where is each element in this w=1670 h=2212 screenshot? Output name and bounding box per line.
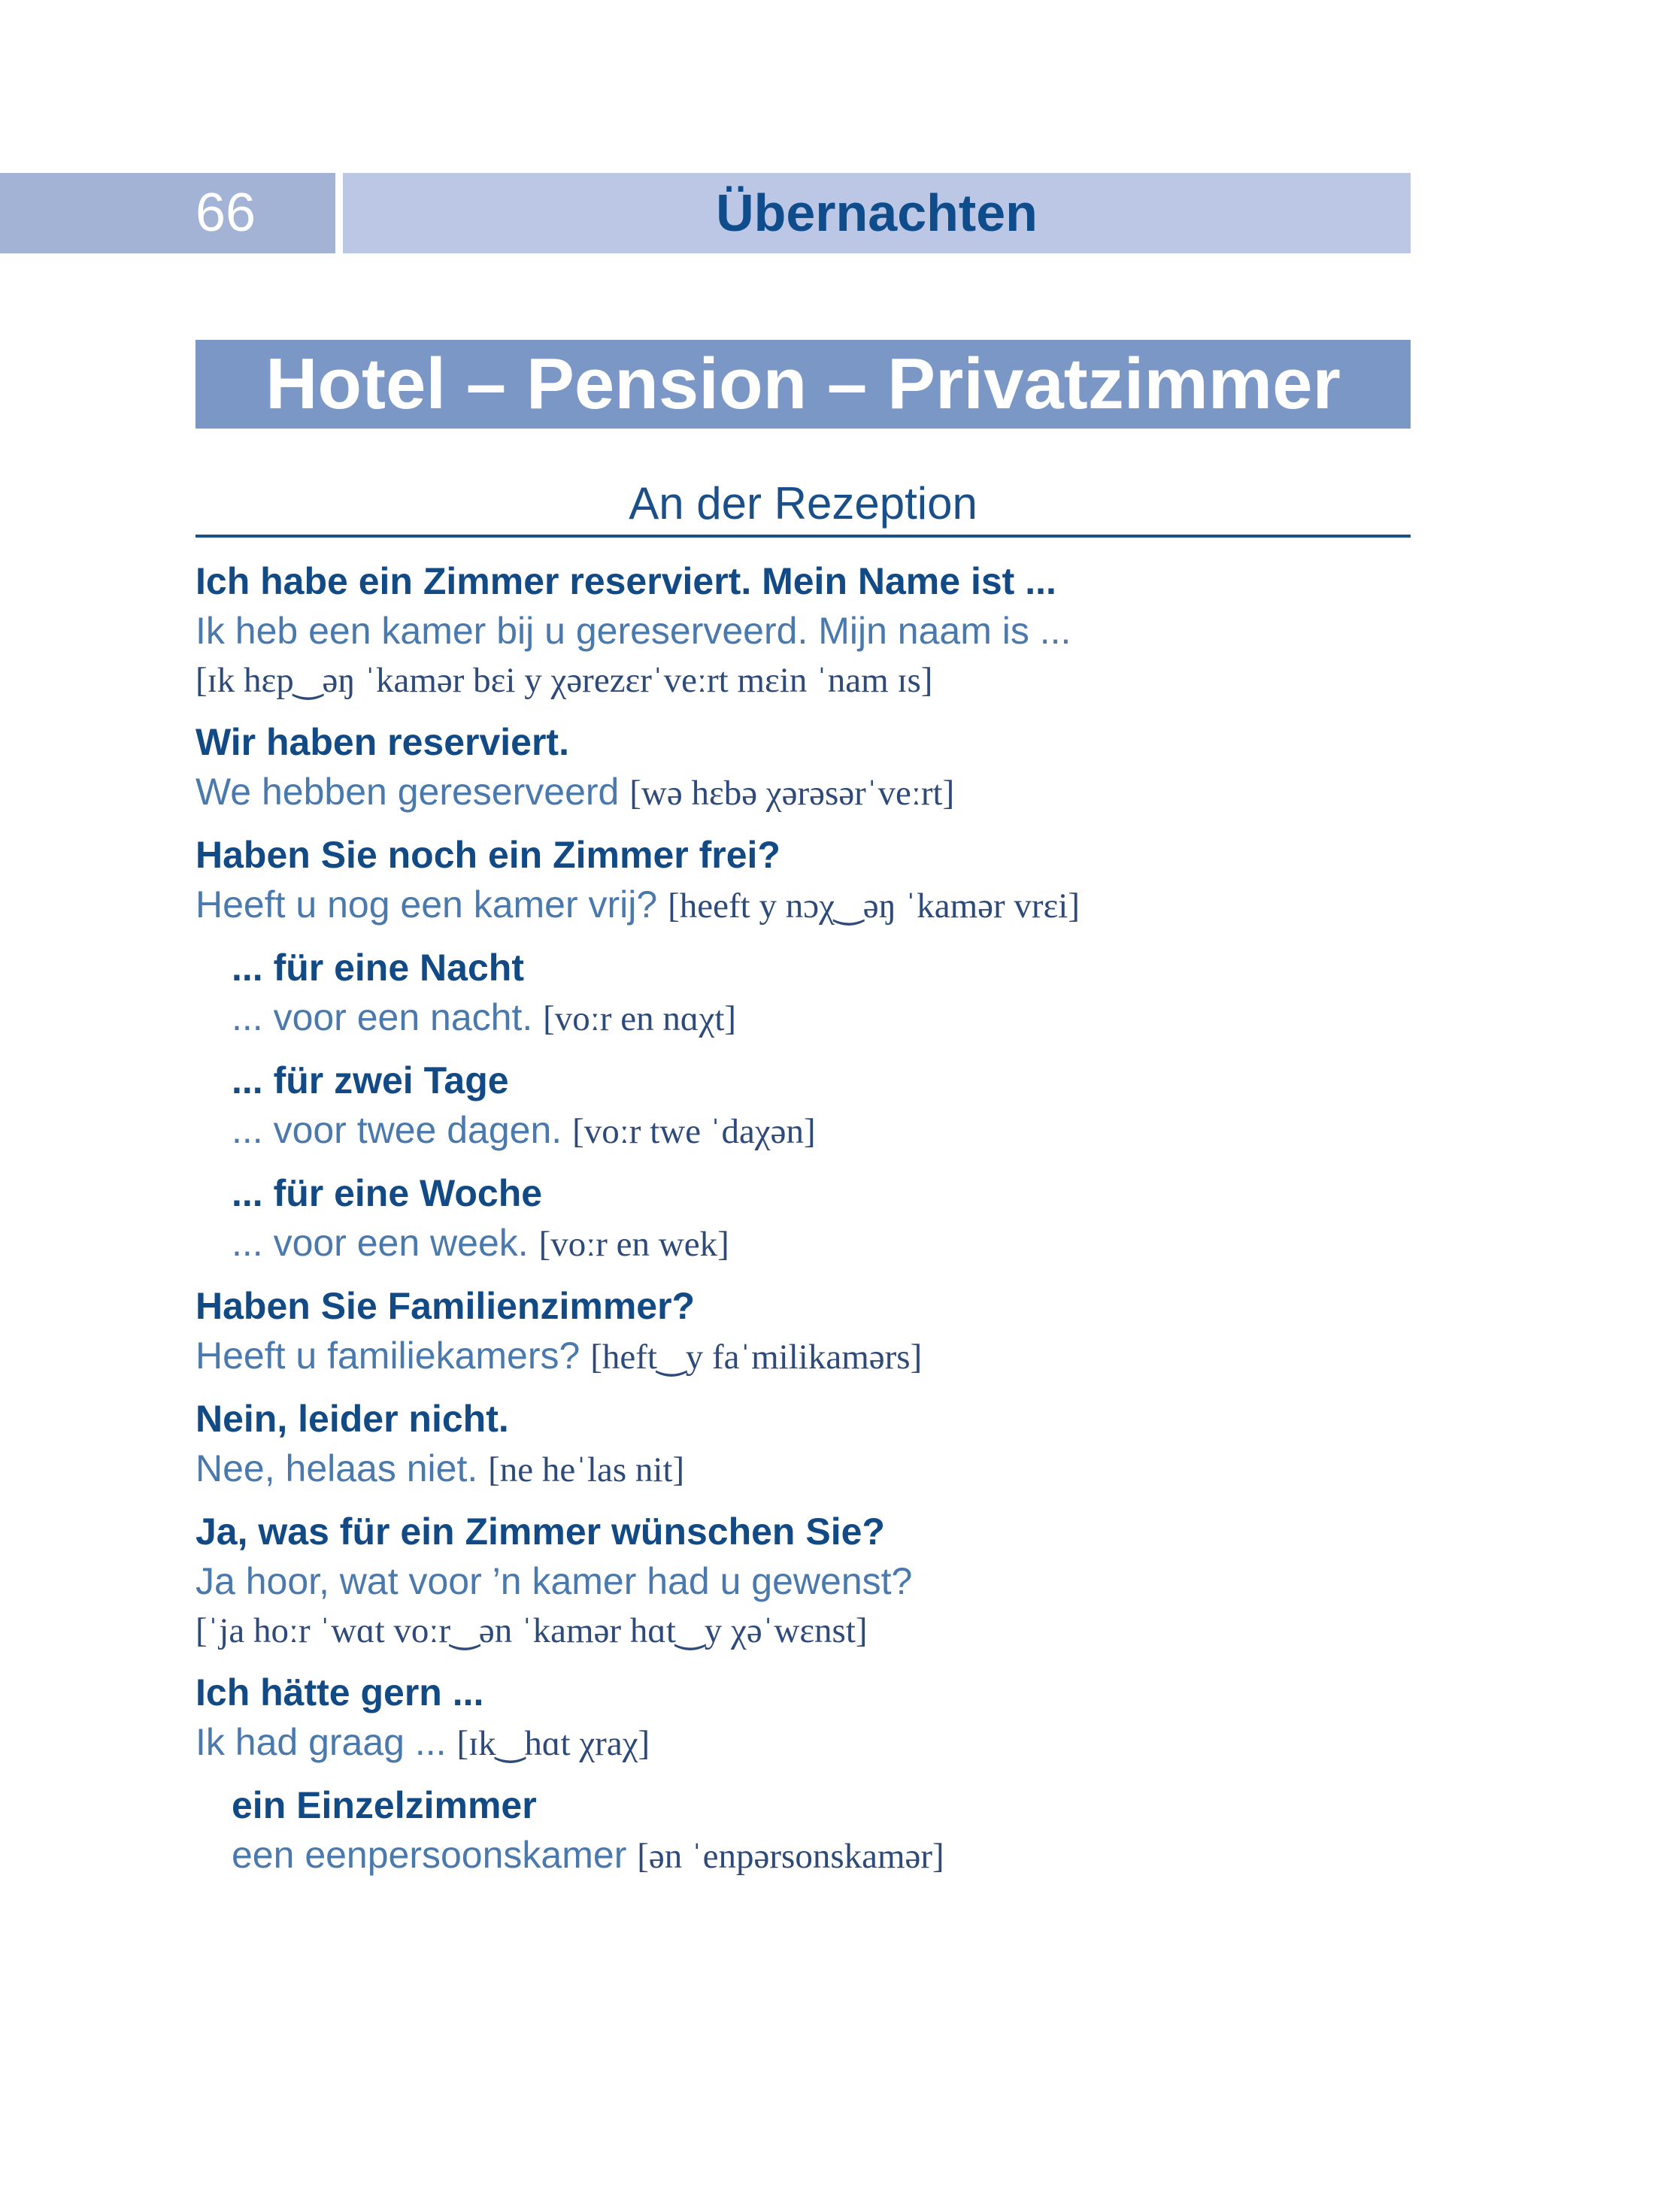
page-number-box bbox=[0, 173, 335, 253]
german-phrase: Haben Sie Familienzimmer? bbox=[195, 1285, 696, 1327]
dutch-phrase: Heeft u familiekamers? bbox=[195, 1335, 580, 1377]
dutch-phrase-line bbox=[195, 767, 1411, 818]
dutch-phrase-line bbox=[232, 1218, 1411, 1269]
german-phrase: ... für eine Woche bbox=[232, 1172, 543, 1214]
dutch-phrase-line bbox=[195, 1717, 1411, 1768]
german-phrase: Ich habe ein Zimmer reserviert. Mein Name ist ... bbox=[195, 560, 1056, 602]
pronunciation: [voːr en wek] bbox=[538, 1225, 729, 1264]
phrase-entry bbox=[195, 556, 1411, 705]
phrase-list bbox=[195, 556, 1411, 1893]
phrase-entry bbox=[195, 1281, 1411, 1382]
pronunciation: [heeft y nɔχ‿əŋ ˈkamər vrɛi] bbox=[668, 886, 1080, 926]
dutch-phrase-line bbox=[195, 1331, 1411, 1382]
pronunciation: [wə hɛbə χərəsərˈveːrt] bbox=[629, 774, 955, 813]
phrase-entry bbox=[195, 1668, 1411, 1768]
dutch-phrase: Nee, helaas niet. bbox=[195, 1447, 478, 1489]
chapter-title: Übernachten bbox=[343, 173, 1411, 253]
phrase-entry bbox=[195, 1780, 1411, 1881]
phrase-entry bbox=[195, 1056, 1411, 1156]
german-phrase: Wir haben reserviert. bbox=[195, 721, 569, 763]
german-phrase: ein Einzelzimmer bbox=[232, 1784, 537, 1826]
page-number: 66 bbox=[195, 183, 256, 243]
phrase-entry bbox=[195, 1394, 1411, 1495]
subsection-divider bbox=[195, 535, 1411, 538]
german-phrase: Ich hätte gern ... bbox=[195, 1671, 484, 1714]
pronunciation: [voːr twe ˈdaχən] bbox=[572, 1112, 816, 1151]
phrase-entry bbox=[195, 717, 1411, 818]
pronunciation: [ɪk hɛp‿əŋ ˈkamər bɛi y χərezɛrˈveːrt mɛin ˈnam ɪs] bbox=[195, 661, 933, 700]
dutch-phrase: ... voor een week. bbox=[232, 1222, 529, 1264]
phrase-entry bbox=[195, 1168, 1411, 1269]
pronunciation: [ən ˈenpərsonskamər] bbox=[637, 1837, 944, 1876]
pronunciation: [ɪk‿hɑt χraχ] bbox=[456, 1724, 650, 1763]
dutch-phrase: We hebben gereserveerd bbox=[195, 771, 620, 813]
dutch-phrase-line bbox=[232, 1105, 1411, 1156]
section-banner: Hotel – Pension – Privatzimmer bbox=[195, 340, 1411, 429]
dutch-phrase: Ja hoor, wat voor ’n kamer had u gewenst? bbox=[195, 1560, 913, 1602]
german-phrase: Haben Sie noch ein Zimmer frei? bbox=[195, 834, 780, 876]
dutch-phrase: een eenpersoonskamer bbox=[232, 1834, 627, 1876]
dutch-phrase-line bbox=[195, 1444, 1411, 1495]
dutch-phrase: Heeft u nog een kamer vrij? bbox=[195, 883, 658, 926]
pronunciation: [heft‿y faˈmilikamərs] bbox=[590, 1338, 923, 1377]
dutch-phrase: ... voor een nacht. bbox=[232, 996, 533, 1038]
pronunciation: [ˈja hoːr ˈwɑt voːr‿ən ˈkamər hɑt‿y χəˈwɛnst] bbox=[195, 1611, 868, 1650]
german-phrase: Ja, was für ein Zimmer wünschen Sie? bbox=[195, 1511, 885, 1553]
subsection-title: An der Rezeption bbox=[629, 478, 977, 529]
dutch-phrase-line bbox=[195, 880, 1411, 931]
dutch-phrase-line bbox=[232, 1830, 1411, 1881]
pronunciation: [voːr en nɑχt] bbox=[543, 999, 737, 1038]
phrase-entry bbox=[195, 943, 1411, 1044]
german-phrase: ... für eine Nacht bbox=[232, 947, 524, 989]
german-phrase: Nein, leider nicht. bbox=[195, 1398, 509, 1440]
pronunciation: [ne heˈlas nit] bbox=[488, 1450, 685, 1489]
phrase-entry bbox=[195, 1507, 1411, 1656]
phrase-entry bbox=[195, 830, 1411, 931]
dutch-phrase-line bbox=[232, 992, 1411, 1044]
german-phrase: ... für zwei Tage bbox=[232, 1059, 509, 1101]
dutch-phrase: Ik had graag ... bbox=[195, 1721, 447, 1763]
dutch-phrase: Ik heb een kamer bij u gereserveerd. Mijn naam is ... bbox=[195, 610, 1071, 652]
dutch-phrase: ... voor twee dagen. bbox=[232, 1109, 562, 1151]
